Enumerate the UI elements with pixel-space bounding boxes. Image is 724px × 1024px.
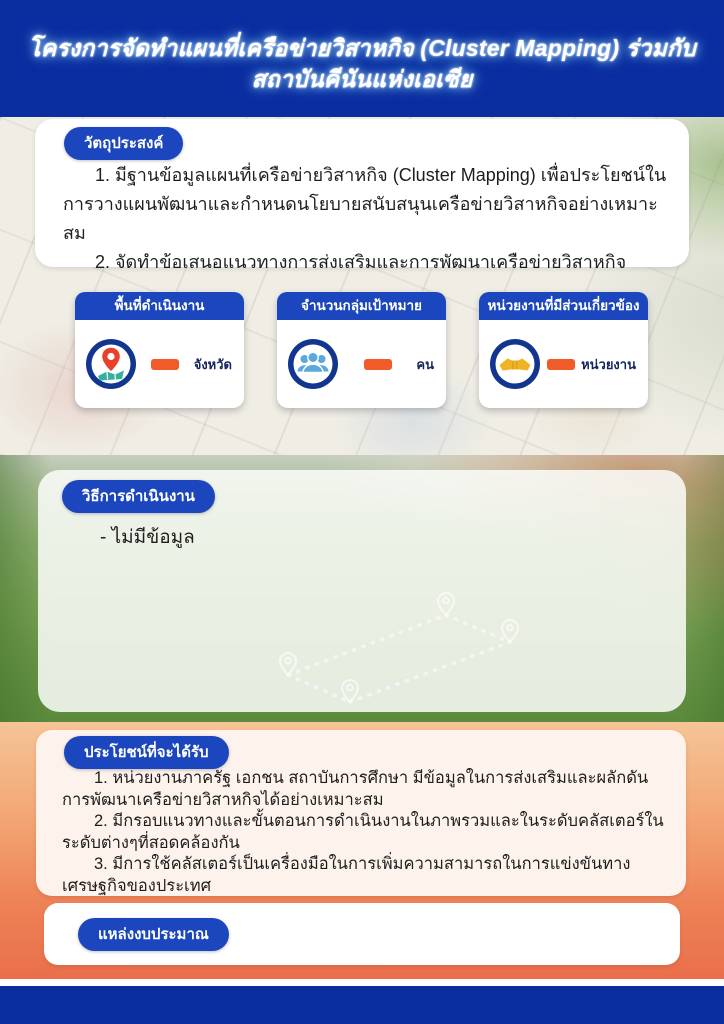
handshake-icon xyxy=(489,338,541,390)
benefits-line: การพัฒนาเครือข่ายวิสาหกิจได้อย่างเหมาะสม xyxy=(62,790,384,809)
methods-badge: วิธีการดำเนินงาน xyxy=(62,480,215,513)
benefits-line: 2. มีกรอบแนวทางและขั้นตอนการดำเนินงานในภาพรวมและในระดับคลัสเตอร์ใน xyxy=(94,812,664,830)
stat-card-related-agencies xyxy=(479,292,648,408)
value-placeholder-dash xyxy=(547,359,575,370)
benefits-line: 1. หน่วยงานภาครัฐ เอกชน สถาบันการศึกษา มีข้อมูลในการส่งเสริมและผลักดัน xyxy=(94,769,649,787)
benefits-panel xyxy=(36,730,686,896)
benefits-badge: ประโยชน์ที่จะได้รับ xyxy=(64,736,229,769)
page-title-line-1: โครงการจัดทำแผนที่เครือข่ายวิสาหกิจ (Cluster Mapping) ร่วมกับ xyxy=(28,34,696,61)
footer-band xyxy=(0,986,724,1024)
objectives-text xyxy=(63,161,667,277)
aerial-photo-background xyxy=(0,455,724,722)
objectives-line: 2. จัดทำข้อเสนอแนวทางการส่งเสริมและการพัฒนาเครือข่ายวิสาหกิจ xyxy=(95,252,627,272)
objectives-line: 1. มีฐานข้อมูลแผนที่เครือข่ายวิสาหกิจ (Cluster Mapping) เพื่อประโยชน์ใน xyxy=(95,165,667,185)
objectives-badge: วัตถุประสงค์ xyxy=(64,127,183,160)
benefits-line: เศรษฐกิจของประเทศ xyxy=(62,876,212,895)
budget-badge: แหล่งงบประมาณ xyxy=(78,918,229,951)
stat-card-operating-area xyxy=(75,292,244,408)
stat-unit-label: หน่วยงาน xyxy=(581,356,636,372)
header-band xyxy=(0,0,724,117)
methods-panel xyxy=(38,470,686,712)
stat-card-header: จำนวนกลุ่มเป้าหมาย xyxy=(277,292,446,320)
page-title-line-2: สถาบันคีนันแห่งเอเซีย xyxy=(251,65,473,92)
map-pin-icon xyxy=(85,338,137,390)
people-group-icon xyxy=(287,338,339,390)
stat-card-body xyxy=(479,320,648,408)
stat-card-body xyxy=(277,320,446,408)
stat-unit-label: คน xyxy=(416,356,434,372)
stat-card-target-group xyxy=(277,292,446,408)
benefits-text xyxy=(62,768,668,897)
benefits-budget-background xyxy=(0,722,724,979)
benefits-line: 3. มีการใช้คลัสเตอร์เป็นเครื่องมือในการเพิ่มความสามารถในการแข่งขันทาง xyxy=(94,855,631,873)
stats-cards-row xyxy=(75,292,649,408)
budget-panel xyxy=(44,903,680,965)
stat-card-body xyxy=(75,320,244,408)
stat-card-header: พื้นที่ดำเนินงาน xyxy=(75,292,244,320)
methods-no-data-text: - ไม่มีข้อมูล xyxy=(100,527,195,548)
site-plan-background xyxy=(0,117,724,455)
value-placeholder-dash xyxy=(364,359,392,370)
objectives-line: การวางแผนพัฒนาและกำหนดนโยบายสนับสนุนเครือข่ายวิสาหกิจอย่างเหมาะสม xyxy=(63,194,658,243)
stat-card-header: หน่วยงานที่มีส่วนเกี่ยวข้อง xyxy=(479,292,648,320)
value-placeholder-dash xyxy=(151,359,179,370)
objectives-panel xyxy=(35,119,689,272)
stat-unit-label: จังหวัด xyxy=(193,356,232,372)
benefits-line: ระดับต่างๆที่สอดคล้องกัน xyxy=(62,833,240,852)
footer-divider-line xyxy=(0,979,724,986)
